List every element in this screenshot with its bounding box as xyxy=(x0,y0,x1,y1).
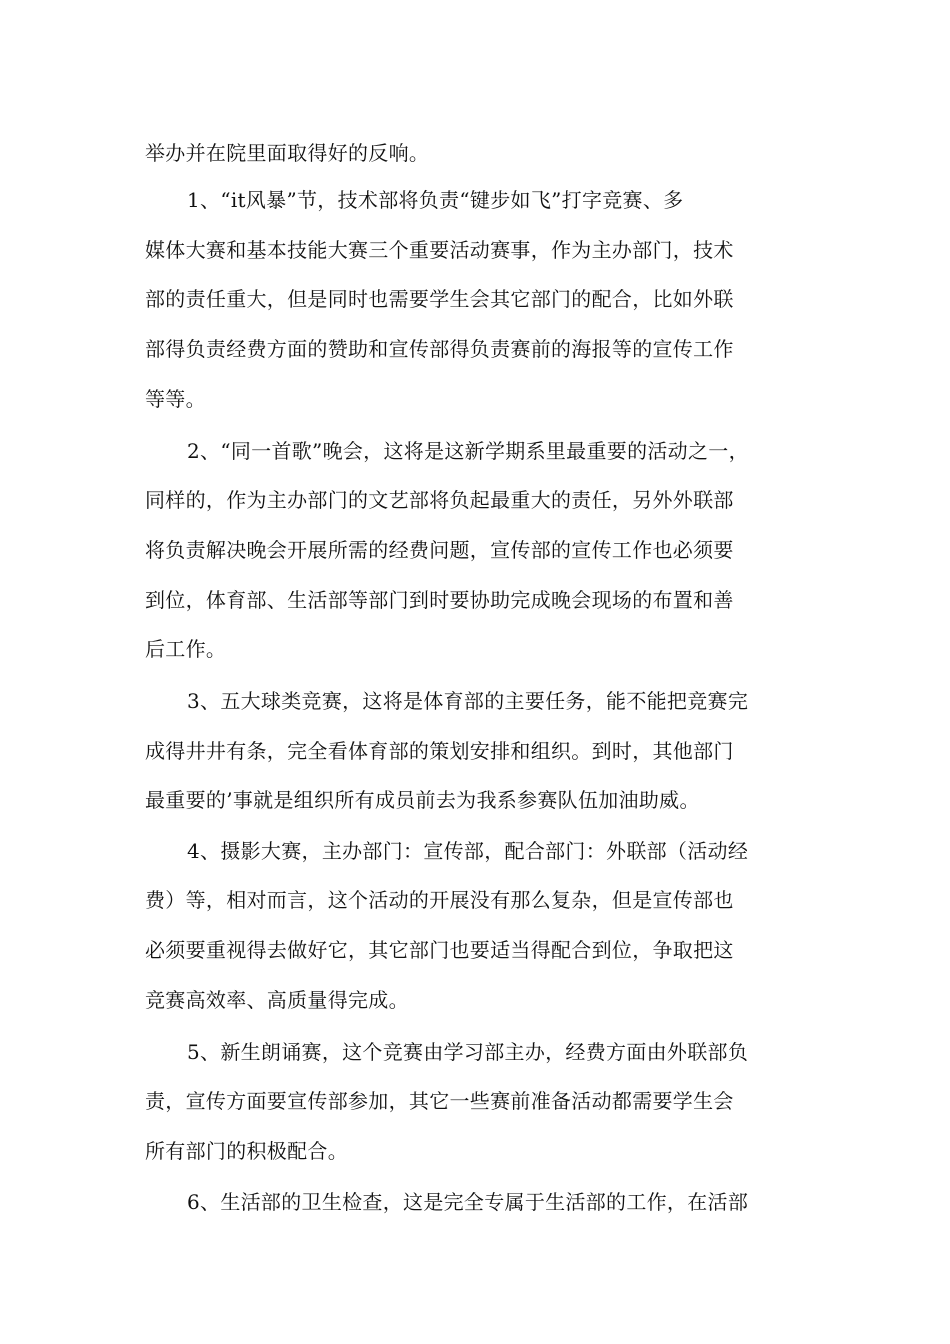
paragraph-5-line-3: 所有部门的积极配合。 xyxy=(145,1139,348,1163)
paragraph-4-line-2: 费）等，相对而言，这个活动的开展没有那么复杂，但是宣传部也 xyxy=(145,888,734,912)
paragraph-1-line-5: 等等。 xyxy=(145,387,206,411)
paragraph-2-line-2: 同样的，作为主办部门的文艺部将负起最重大的责任，另外外联部 xyxy=(145,488,734,512)
paragraph-2-line-5: 后工作。 xyxy=(145,637,227,661)
paragraph-6-line-1: 6、生活部的卫生检查，这是完全专属于生活部的工作，在活部 xyxy=(187,1190,749,1214)
paragraph-3-line-2: 成得井井有条，完全看体育部的策划安排和组织。到时，其他部门 xyxy=(145,739,734,763)
paragraph-4-line-1: 4、摄影大赛，主办部门：宣传部，配合部门：外联部（活动经 xyxy=(187,839,749,863)
text-line-1: 举办并在院里面取得好的反响。 xyxy=(145,141,430,165)
paragraph-4-line-4: 竞赛高效率、高质量得完成。 xyxy=(145,988,409,1012)
paragraph-2-line-4: 到位，体育部、生活部等部门到时要协助完成晚会现场的布置和善 xyxy=(145,588,734,612)
paragraph-2-line-1: 2、“同一首歌”晚会，这将是这新学期系里最重要的活动之一， xyxy=(187,439,749,463)
paragraph-1-line-2: 媒体大赛和基本技能大赛三个重要活动赛事，作为主办部门，技术 xyxy=(145,238,734,262)
paragraph-4-line-3: 必须要重视得去做好它，其它部门也要适当得配合到位，争取把这 xyxy=(145,938,734,962)
paragraph-3-line-3: 最重要的’事就是组织所有成员前去为我系参赛队伍加油助威。 xyxy=(145,788,700,812)
paragraph-2-line-3: 将负责解决晚会开展所需的经费问题，宣传部的宣传工作也必须要 xyxy=(145,538,734,562)
paragraph-5-line-2: 责，宣传方面要宣传部参加，其它一些赛前准备活动都需要学生会 xyxy=(145,1089,734,1113)
paragraph-5-line-1: 5、新生朗诵赛，这个竞赛由学习部主办，经费方面由外联部负 xyxy=(187,1040,749,1064)
paragraph-1-line-1: 1、“it风暴”节，技术部将负责“键步如飞”打字竞赛、多 xyxy=(187,188,684,212)
paragraph-1-line-4: 部得负责经费方面的赞助和宣传部得负责赛前的海报等的宣传工作 xyxy=(145,337,734,361)
paragraph-1-line-3: 部的责任重大，但是同时也需要学生会其它部门的配合，比如外联 xyxy=(145,287,734,311)
paragraph-3-line-1: 3、五大球类竞赛，这将是体育部的主要任务，能不能把竞赛完 xyxy=(187,689,749,713)
